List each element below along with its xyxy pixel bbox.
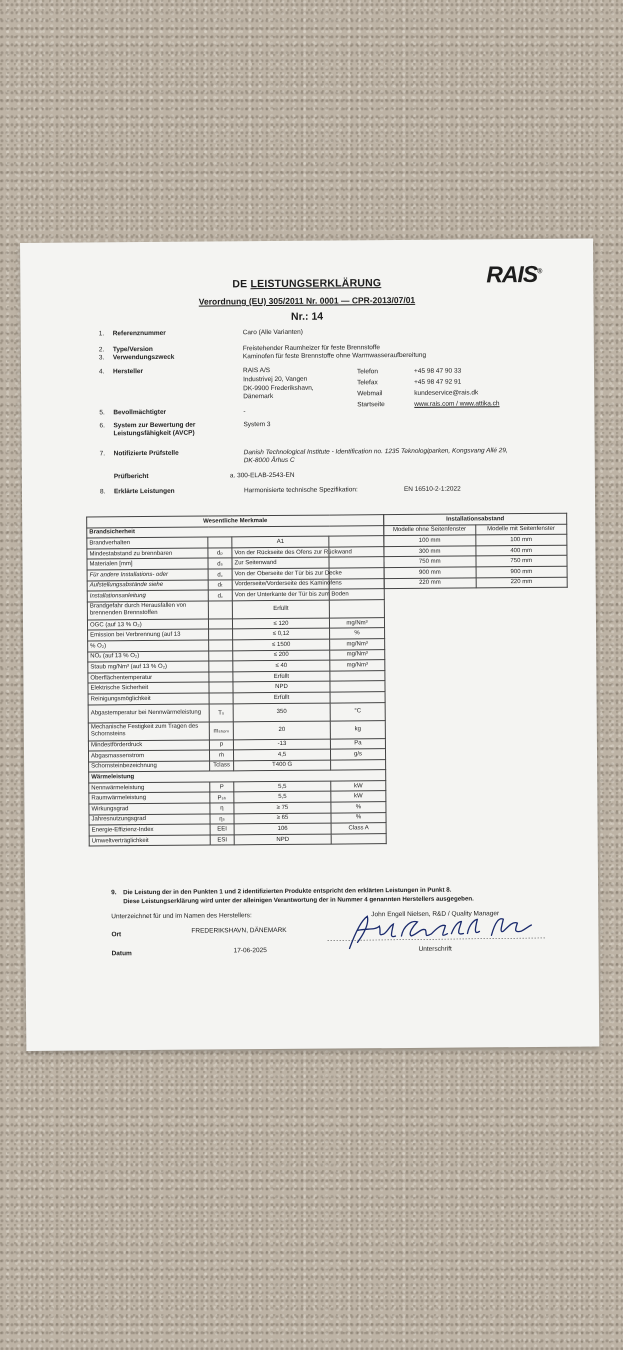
spec-cell-sym: mₛₕₒₘ [209,721,233,739]
contact-labels: Telefon Telefax Webmail Startseite [356,368,385,409]
spec-cell-sym: Tₛ [209,703,233,721]
item-9-number: 9. [111,889,117,897]
spec-cell-label: Mindestförderdruck [88,740,209,752]
title-prefix: DE [232,278,248,291]
spec-cell-sym: ṁ [209,750,233,761]
item-value: Danish Technological Institute - Identification no. 1235 Teknologiparken, Kongsvang Allé 29, [243,447,508,457]
item-value: Harmonisierte technische Spezifikation: [243,486,358,495]
item-label: Prüfbericht [113,472,149,481]
doc-number: Nr.: 14 [290,310,324,323]
inst-cell: 900 mm [384,567,476,578]
spec-cell-label: Mindestabstand zu brennbaren [87,548,208,560]
spec-cell-desc: ≤ 200 [233,650,330,661]
spec-cell-sym: dₜ [208,579,232,590]
spec-row [88,702,385,722]
spec-cell-unit [331,759,386,770]
spec-row [87,599,384,619]
spec-cell-label: Oberflächentemperatur [88,672,209,684]
item-number: 1. [98,330,105,338]
item-value: - [243,408,246,416]
inst-cell: 750 mm [475,556,567,567]
item-number: 8. [99,488,106,496]
spec-cell-sym [208,619,232,630]
spec-cell-desc: ≥ 65 [234,813,331,824]
spec-cell-desc: Erfüllt [233,692,330,703]
item-label: Type/Version [112,345,153,354]
spec-cell-label: OGC (auf 13 % O₂) [87,619,208,631]
spec-cell-label: Wirkungsgrad [89,803,210,815]
spec-cell-label: Aufstellungsabstände siehe [87,580,208,592]
spec-cell-label: Materialen [mm] [87,558,208,570]
spec-cell-label: Emission bei Verbrennung (auf 13 [88,629,209,641]
item-label: Verwendungszweck [112,353,175,362]
spec-cell-desc: ≤ 1500 [233,639,330,650]
spec-cell-label: Brandverhalten [87,537,208,549]
item-value: Kaminofen für feste Brennstoffe ohne Warmwasseraufbereitung [242,351,427,361]
datum-label: Datum [111,950,132,958]
inst-cell: 220 mm [476,577,568,588]
inst-header: Installationsabstand [384,513,567,525]
spec-cell-unit: % [330,628,385,639]
spec-cell-sym: EEI [210,824,234,835]
spec-cell-sym: Tclass [210,761,234,772]
spec-cell-sym: d꜀ [208,590,232,601]
contact-values: +45 98 47 90 33 +45 98 47 92 91 kundeservice@rais.dk www.rais.com / www.attika.ch [413,367,500,408]
spec-cell-desc: 20 [233,721,330,740]
spec-cell-label: Mechanische Festigkeit zum Tragen des Schornsteins [88,722,209,741]
spec-cell-sym [209,650,233,661]
item-label: Hersteller [112,368,144,376]
spec-cell-label: Für andere Installations- oder [87,569,208,581]
title-main: LEISTUNGSERKLÄRUNG [250,277,382,291]
inst-cell: 400 mm [475,545,567,556]
spec-cell-sym [209,672,233,683]
item-value: Caro (Alle Varianten) [242,328,303,337]
manufacturer-address: Industrivej 20, Vangen DK-9900 Frederikshavn, Dänemark [243,375,314,401]
inst-cell: 100 mm [384,535,476,546]
spec-cell-unit: g/s [330,749,385,760]
spec-cell-sym [209,661,233,672]
spec-cell-label: Nennwärmeleistung [89,782,210,794]
spec-header: Wesentliche Merkmale [87,515,384,528]
spec-cell-sym [209,693,233,704]
inst-cell: 100 mm [475,534,567,545]
item-number: 6. [99,422,105,430]
spec-cell-sym: ESI [210,835,234,846]
spec-cell-label: Brandgefahr durch Herausfallen von brennenden Brennstoffen [87,601,208,620]
spec-cell-desc: Erfüllt [233,671,330,682]
item-value: a. 300-ELAB-2543-EN [229,471,295,480]
item-label: Erklärte Leistungen [113,487,175,496]
spec-cell-unit: mg/Nm³ [330,639,385,650]
item-value: System 3 [243,421,271,429]
inst-row [384,577,567,589]
spec-cell-unit: % [331,812,386,823]
spec-cell-unit: mg/Nm³ [330,660,385,671]
spec-cell-sym: dₚ [208,548,232,559]
spec-section-label: Brandsicherheit [87,525,384,538]
spec-cell-label: Reinigungsmöglichkeit [88,693,209,705]
spec-cell-desc: 4,5 [233,749,330,760]
spec-cell-desc: Vorderseite/Vorderseite des Kaminofens [232,579,329,590]
rais-logo: RAIS® [486,260,542,288]
spec-cell-label: % O₂) [88,640,209,652]
item-number: 4. [98,368,105,376]
spec-cell-sym: Pₛₕ [210,792,234,803]
inst-cell: 220 mm [384,577,476,588]
inst-col-with-window: Modelle mit Seitenfenster [475,524,567,535]
spec-cell-sym: dₛ [208,558,232,569]
inst-col-without-window: Modelle ohne Seitenfenster [384,525,476,536]
regulation-line [20,293,593,307]
spec-cell-unit [330,681,385,692]
spec-cell-unit [330,670,385,681]
item-value-line2: DK-8000 Århus C [243,456,295,465]
item-value-right: EN 16510-2-1:2022 [403,485,461,493]
spec-cell-sym: ηₛ [210,813,234,824]
spec-cell-desc: NPD [233,681,330,692]
spec-cell-unit: kg [330,720,385,738]
spec-cell-desc: ≤ 40 [233,660,330,671]
spec-row [89,833,386,846]
item-number: 3. [98,354,105,362]
spec-cell-desc: Erfüllt [232,600,329,619]
ort-label: Ort [111,931,122,939]
spec-cell-sym: P [210,782,234,793]
signer-name: John Engell Nielsen, R&D / Quality Manager [371,910,500,919]
spec-cell-sym [208,537,232,548]
spec-section-label: Wärmeleistung [89,770,386,783]
spec-cell-desc: Von der Unterkante der Tür bis zum Boden [232,589,329,600]
spec-cell-label: Installationsanleitung [87,590,208,602]
spec-cell-sym: p [209,739,233,750]
inst-cell: 900 mm [476,566,568,577]
spec-cell-unit [331,833,386,844]
spec-cell-desc: NPD [234,834,331,845]
spec-cell-unit [329,536,384,547]
declaration-statement: Die Leistung der in den Punkten 1 und 2 identifizierten Produkte entspricht den erklärten Leistungen in Punkt 8. Diese Leistungserklärung wird unter der alleinigen Verantwortung der in Nummer 4 genannten Herstellers ausgegeben. [123,886,474,905]
spec-cell-label: Abgasmassenstrom [88,750,209,762]
datum-value: 17-06-2025 [233,947,267,955]
spec-cell-unit [330,692,385,703]
item-label: Notifizierte Prüfstelle [113,449,179,458]
spec-cell-unit: mg/Nm³ [330,649,385,660]
spec-cell-unit: % [331,802,386,813]
spec-cell-label: Abgastemperatur bei Nennwärmeleistung [88,704,209,723]
spec-cell-sym [209,629,233,640]
spec-cell-label: Elektrische Sicherheit [88,682,209,694]
spec-cell-desc: ≤ 120 [232,618,329,629]
spec-cell-label: Schornsteinbezeichnung [89,761,210,773]
item-label: System zur Bewertung der [113,421,196,430]
spec-cell-unit [329,557,384,568]
spec-cell-desc: -13 [233,739,330,750]
spec-cell-label: Umweltverträglichkeit [89,835,210,847]
spec-cell-sym: d꜀ [208,569,232,580]
signed-for-label: Unterzeichnet für und im Namen des Herstellers: [111,912,252,921]
item-label-line2: Leistungsfähigkeit (AVCP) [113,429,195,438]
spec-cell-unit: Pa [330,738,385,749]
spec-cell-desc: Von der Rückseite des Ofens zur Rückwand [232,547,329,558]
spec-cell-unit: kW [331,781,386,792]
spec-cell-desc: A1 [232,536,329,547]
item-value: Freistehender Raumheizer für feste Brennstoffe [242,344,381,353]
spec-cell-sym [208,601,232,619]
declaration-sheet [20,238,599,1050]
item-value: RAIS A/S [242,367,271,375]
spec-cell-desc: Zur Seitenwand [232,557,329,568]
ort-value: FREDERIKSHAVN, DÄNEMARK [191,926,287,935]
spec-cell-sym [209,640,233,651]
inst-cell: 300 mm [384,546,476,557]
spec-cell-label: NOₓ (auf 13 % O₂) [88,651,209,663]
inst-cell: 750 mm [384,556,476,567]
spec-cell-label: Raumwärmeleistung [89,792,210,804]
unterschrift-label: Unterschrift [418,945,452,953]
spec-cell-unit: mg/Nm³ [329,617,384,628]
spec-cell-desc: T400 G [234,760,331,771]
item-number: 5. [99,409,105,417]
spec-cell-desc: 5,5 [234,792,331,803]
installation-distance-table [383,513,568,590]
spec-cell-label: Jahresnutzungsgrad [89,814,210,826]
spec-cell-unit: Class A [331,823,386,834]
spec-cell-sym [209,682,233,693]
handwritten-signature [327,911,547,953]
spec-cell-sym: η [210,803,234,814]
characteristics-table [86,514,387,847]
spec-row [88,720,385,740]
item-number: 7. [99,450,106,458]
item-label: Referenznummer [112,329,166,338]
spec-cell-desc: 106 [234,823,331,834]
spec-cell-label: Staub mg/Nm³ (auf 13 % O₂) [88,661,209,673]
item-number: 2. [98,346,105,354]
website-link[interactable]: www.rais.com / www.attika.ch [414,400,500,408]
spec-cell-desc: Von der Oberseite der Tür bis zur Decke [232,568,329,579]
regulation-text: Verordnung (EU) 305/2011 Nr. 0001 — CPR-2013/07/01 [198,294,416,307]
spec-cell-unit: kW [331,791,386,802]
spec-cell-unit: °C [330,702,385,720]
spec-cell-desc: ≥ 75 [234,802,331,813]
spec-cell-desc: 5,5 [234,781,331,792]
spec-cell-desc: ≤ 0,12 [233,628,330,639]
item-label: Bevollmächtigter [113,408,167,417]
spec-cell-label: Energie-Effizienz-Index [89,824,210,836]
spec-cell-desc: 350 [233,703,330,722]
spec-cell-unit [329,599,384,617]
